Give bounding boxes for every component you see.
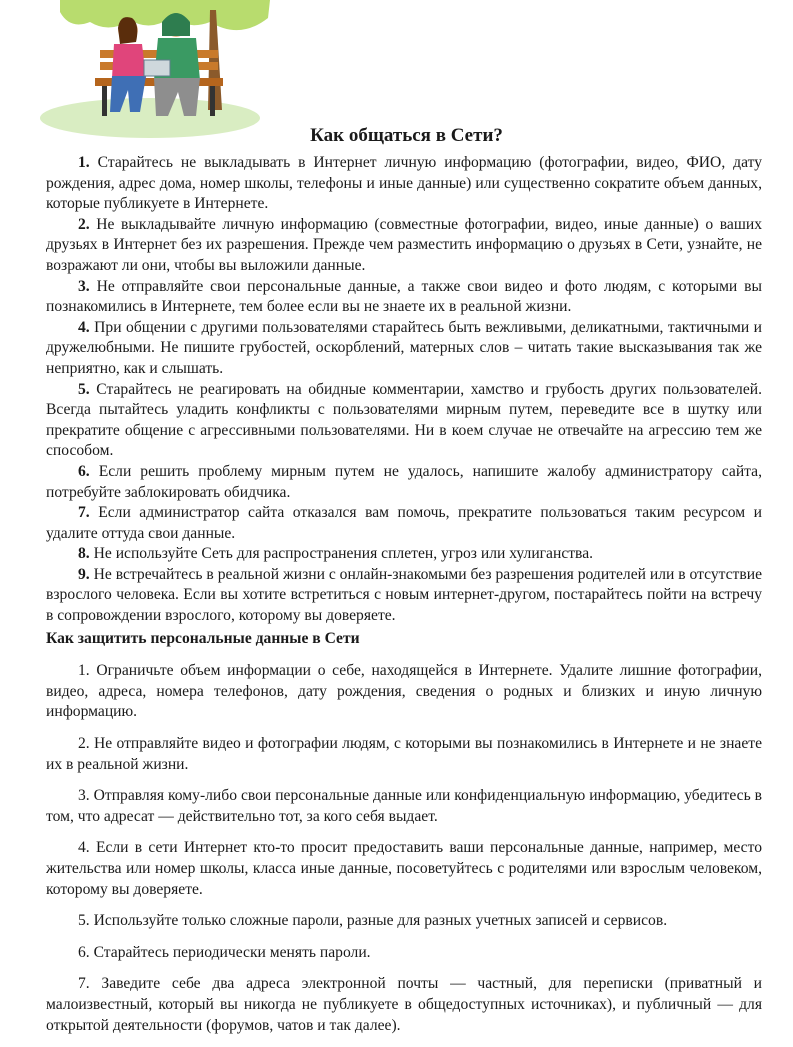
tip-7: 7. Заведите себе два адреса электронной почты — частный, для переписки (приватный и малоизвестный, который вы никогда не публикуете в общедоступных источниках), и публичный — для открытой деятельности (форумов, чатов и так далее). — [46, 975, 762, 1034]
rule-7: 7. Если администратор сайта отказался вам помочь, прекратите пользоваться таким ресурсом и удалите оттуда свои данные. — [46, 504, 763, 542]
rule-2: 2. Не выкладывайте личную информацию (совместные фотографии, видео, иные данные) о ваших друзьях в Интернет без их разрешения. Прежде чем разместить информацию о друзьях в Сети, узнайте, не возражают ли они, чтобы вы выложили данные. — [46, 215, 763, 274]
page-title: Как общаться в Сети? — [310, 125, 503, 146]
girl-top — [112, 44, 146, 78]
rule-1: 1. Старайтесь не выкладывать в Интернет личную информацию (фотографии, видео, ФИО, дату рождения, адрес дома, номер школы, телефоны и иные данные) или существенно сократите объем данных, которые публикуете в Интернете. — [46, 154, 762, 213]
tip-1: 1. Ограничьте объем информации о себе, находящейся в Интернете. Удалите лишние фотографии, видео, адреса, номера телефонов, дату рождения, сведения о родных и близких и иную личную информацию. — [46, 662, 762, 721]
rule-5: 5. Старайтесь не реагировать на обидные комментарии, хамство и грубость других пользователей. Всегда пытайтесь уладить конфликты с пользователями мирным путем, переведите все в шутку или прекратите общение с агрессивными пользователями. Ни в коем случае не отвечайте на агрессию тем же способом. — [46, 380, 762, 460]
tip-4: 4. Если в сети Интернет кто-то просит предоставить ваши персональные данные, например, место жительства или номер школы, класса иные данные, посоветуйтесь с родителями или взрослым человеком, которому вы доверяете. — [46, 839, 762, 898]
bench-leg-left — [102, 86, 107, 116]
bench-leg-right — [210, 86, 215, 116]
laptop — [144, 60, 170, 76]
tip-2: 2. Не отправляйте видео и фотографии людям, с которыми вы познакомились в Интернете и не знаете их в реальной жизни. — [46, 735, 762, 773]
document-body — [46, 153, 762, 1047]
rule-4: 4. При общении с другими пользователями старайтесь быть вежливыми, деликатными, тактичными и дружелюбными. Не пишите грубостей, оскорблений, матерных слов – читать такие высказывания так же неприятно, как и слышать. — [46, 318, 762, 377]
tip-3: 3. Отправляя кому-либо свои персональные данные или конфиденциальную информацию, убедитесь в том, что адресат — действительно тот, за кого себя выдает. — [46, 787, 762, 825]
rule-8: 8. Не используйте Сеть для распространения сплетен, угроз или хулиганства. — [78, 545, 594, 563]
tip-5: 5. Используйте только сложные пароли, разные для разных учетных записей и сервисов. — [78, 912, 668, 930]
tip-6: 6. Старайтесь периодически менять пароли. — [78, 943, 371, 961]
rule-3: 3. Не отправляйте свои персональные данные, а также свои видео и фото людям, с которыми вы познакомились в Интернете, тем более если вы не знаете их в реальной жизни. — [46, 277, 762, 316]
section-heading: Как защитить персональные данные в Сети — [46, 629, 360, 647]
rule-9: 9. Не встречайтесь в реальной жизни с онлайн-знакомыми без разрешения родителей или в отсутствие взрослого человека. Если вы хотите встретиться с новым интернет-другом, постарайтесь пойти на встречу в сопровождении взрослого, которому вы доверяете. — [46, 565, 763, 625]
girl-hair — [118, 17, 137, 44]
rule-6: 6. Если решить проблему мирным путем не удалось, напишите жалобу администратору сайта, потребуйте заблокировать обидчика. — [46, 462, 762, 501]
